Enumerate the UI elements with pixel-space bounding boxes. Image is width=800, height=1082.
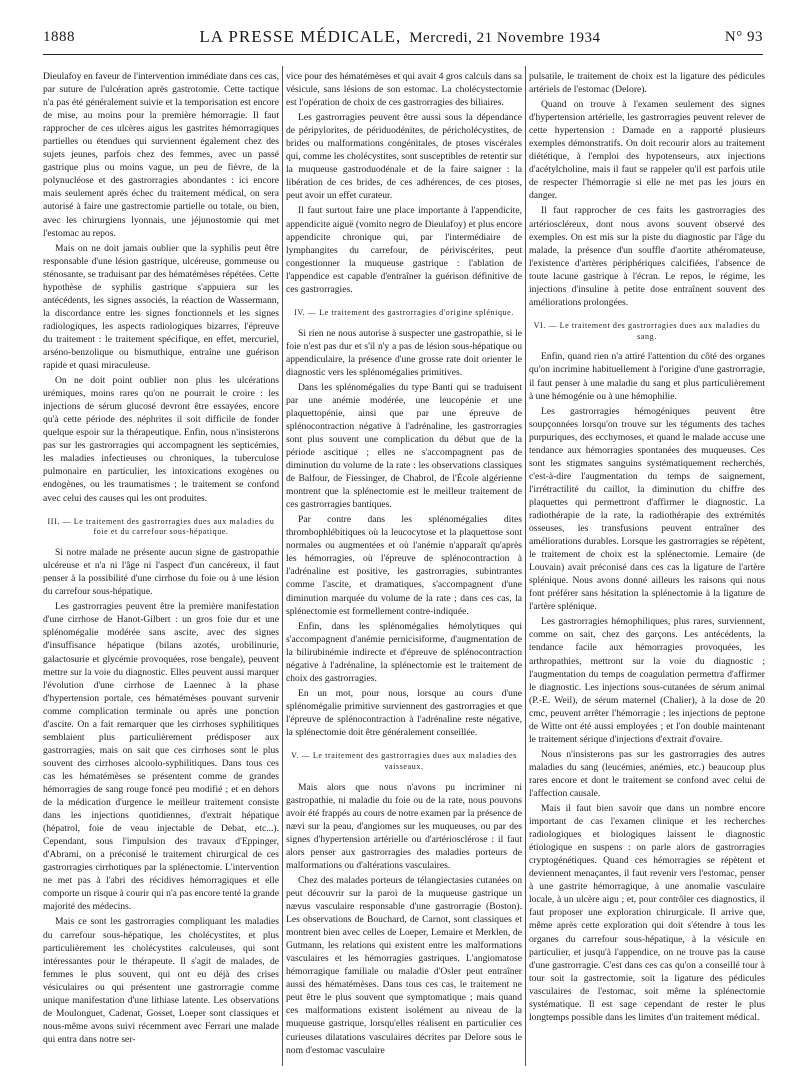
issue-number: N° 93 [724, 28, 763, 45]
paragraph: Mais alors que nous n'avons pu incriminer ni gastropathie, ni maladie du foie ou de la rate, nous pouvons avoir été frappés au cours de notre examen par la présence de nævi sur la peau, d'angiomes sur les muqueuses, ou par des signes d'hypertension artérielle ou d'artériosclérose : il faut alors penser aux gastrorragies des maladies porteurs de malformations ou d'altérations vasculaires. [286, 781, 522, 871]
column-2 [286, 70, 522, 1070]
paragraph: Mais il faut bien savoir que dans un nombre encore important de cas l'examen clinique et les recherches radiologiques et biologiques laissent le diagnostic étiologique en suspens : on parle alors de gastrorragies cryptogénétiques. Quand ces hémorragies se répètent et deviennent menaçantes, il faut revenir vers l'estomac, penser à une gastrite hémorragique, à une anomalie vasculaire locale, à un ulcère aigu ; et, pour contrôler ces diagnostics, il faut proposer une exploration chirurgicale. Il arrive que, même après cette exploration qui doit s'étendre à tous les organes du carrefour sous-hépatique, à la vésicule en particulier, et jusqu'à l'appendice, on ne trouve pas la cause d'une gastrorragie. C'est dans ces cas qu'on a conseillé tour à tour soit la gastrectomie, soit la ligature des pédicules vasculaires de l'estomac, soit même la splénectomie systématique. Il est sage cependant de rester le plus longtemps possible dans les limites d'un traitement médical. [529, 803, 765, 1023]
issue-date: Mercredi, 21 Novembre 1934 [409, 30, 601, 46]
column-divider [525, 66, 526, 1066]
section-heading: IV. — Le traitement des gastrorragies d'origine splénique. [294, 307, 514, 317]
paragraph: Il faut rapprocher de ces faits les gastrorragies des artérioscléreux, dont nous avons souvent observé des exemples. On est mis sur la piste du diagnostic par l'âge du malade, la présence d'un souffle d'aortite athéromateuse, l'existence d'artères périphériques calcifiées, l'absence de toute lacune gastrique à l'écran. Le repos, le régime, les injections d'insuline à petite dose entraînent souvent des améliorations prolongées. [529, 205, 765, 308]
column-divider [282, 66, 283, 1066]
paragraph: Mais on ne doit jamais oublier que la syphilis peut être responsable d'une lésion gastrique, ulcéreuse, gommeuse ou sténosante, se traduisant par des hématémèses répétées. Cette hypothèse de syphilis gastrique s'appuiera sur les antécédents, les signes associés, la réaction de Wassermann, la discordance entre les signes fonctionnels et les signes radiologiques, les aspects radiologiques bizarres, l'épreuve du traitement : le traitement spécifique, en effet, mercuriel, arséno-benzolique ou bismuthique, entraîne une guérison rapide et quasi miraculeuse. [43, 242, 279, 372]
paragraph: Les gastrorragies peuvent être aussi sous la dépendance de péripylorites, de périduodénites, de péricholécystites, de brides ou malformations congénitales, de ptoses viscérales qui, comme les cholécystites, sont susceptibles de retentir sur la muqueuse gastroduodénale et de la faire saigner : la libération de ces brides, de ces adhérences, de ces ptoses, peut avoir un effet curateur. [286, 112, 522, 202]
section-heading: III. — Le traitement des gastrorragies dues aux maladies du foie et du carrefour sous-hépatique. [47, 516, 275, 537]
paragraph: On ne doit point oublier non plus les ulcérations urémiques, moins rares qu'on ne pourrait le croire : les injections de sérum glucosé devront être essayées, encore qu'à cette période des néphrites il soit difficile de fonder quelque espoir sur la thérapeutique. Enfin, nous n'insisterons pas sur les gastrorragies qui accompagnent les septicémies, les maladies infectieuses ou chroniques, la tuberculose pulmonaire en particulier, les intoxications exogènes ou endogènes, ou les traumatismes ; le traitement se confond avec celui des causes qui les ont produites. [43, 375, 279, 504]
paragraph: Les gastrorragies peuvent être la première manifestation d'une cirrhose de Hanot-Gilbert : un gros foie dur et une splénomégalie modérée sans ascite, avec des signes d'insuffisance hépatique (bilans azotés, urobilinurie, galactosurie et glycémie provoquées, rose bengale), peuvent mettre sur la voie du diagnostic. Elles peuvent aussi marquer l'évolution d'une cirrhose de Laennec à la phase d'hypertension portale, ces hématémèses pouvant survenir comme complication terminale ou après une ponction d'ascite. On a fait remarquer que les cirrhoses syphilitiques semblaient plus particulièrement prédisposer aux gastrorragies, mais on sait que ces cirrhoses sont le plus souvent des cirrhoses alcoolo-syphilitiques. Dans tous ces cas les hématémèses se présentent comme de grandes hémorragies de sang rouge foncé peu modifié ; et en dehors de la médication d'urgence le meilleur traitement consiste dans les injections quotidiennes, d'extrait hépatique (hépatrol, foie de veau injectable de Debat, etc...). Cependant, sous l'impulsion des travaux d'Eppinger, d'Abrami, on a préconisé le traitement chirurgical de ces gastrorragies cirrhotiques par la splénectomie. L'intervention ne met pas à l'abri des récidives hémorragiques et elle comporte un risque à courir qui n'a pas encore tenté la grande majorité des médecins. [43, 601, 279, 913]
paragraph: vice pour des hématémèses et qui avait 4 gros calculs dans sa vésicule, sans lésions de son estomac. La cholécystectomie est l'opération de choix de ces gastrorragies des biliaires. [286, 71, 522, 109]
journal-title: LA PRESSE MÉDICALE, [199, 27, 402, 46]
paragraph: Par contre dans les splénomégalies dites thrombophlébitiques où la leucocytose et la plaquettose sont normales ou augmentées et où l'anémie n'apparaît qu'après les hémorragies, où l'épreuve de splénocontraction à l'adrénaline est positive, les gastrorragies, subintrantes comme l'ascite, et dramatiques, s'accompagnent d'une diminution marquée du volume de la rate ; dans ces cas, la splénectomie est formellement contre-indiquée. [286, 514, 522, 617]
paragraph: Enfin, quand rien n'a attiré l'attention du côté des organes qu'on incrimine habituellement à l'origine d'une gastrorragie, il faut penser à une maladie du sang et plus particulièrement à une hémogénie ou à une hémophilie. [529, 351, 765, 402]
page-header [43, 20, 763, 55]
paragraph: Enfin, dans les splénomégalies hémolytiques qui s'accompagnent d'anémie pernicisiforme, d'augmentation de la bilirubinémie indirecte et d'épreuve de splénocontraction négative à l'adrénaline, la splénectomie est le traitement de choix des gastrorragies. [286, 620, 522, 684]
paragraph: Il faut surtout faire une place importante à l'appendicite, appendicite aiguë (vomito negro de Dieulafoy) et plus encore appendicite chronique qui, par l'intermédiaire de lymphangites du carrefour, de périviscérites, peut congestionner la muqueuse gastrique : l'ablation de l'appendice est capable d'entraîner la guérison définitive de ces gastrorragies. [286, 205, 522, 295]
paragraph: Quand on trouve à l'examen seulement des signes d'hypertension artérielle, les gastrorragies peuvent relever de cette hypertension : Damade en a rapporté plusieurs exemples démonstratifs. On doit recourir alors au traitement diététique, à l'emploi des hypotenseurs, aux injections d'acétylcholine, mais il faut se rappeler qu'il est parfois utile de respecter l'hémorragie si elle ne met pas les jours en danger. [529, 99, 765, 202]
paragraph: pulsatile, le traitement de choix est la ligature des pédicules artériels de l'estomac (Delore). [529, 71, 765, 96]
paragraph: Les gastrorragies hémophiliques, plus rares, surviennent, comme on sait, chez des garçons. Les antécédents, la tendance facile aux hémorragies provoquées, les arthropathies, mettront sur la voie du diagnostic ; l'augmentation du temps de coagulation permettra d'affirmer le diagnostic. Les injections sous-cutanées de sérum animal (P.-E. Weil), de sérum maternel (Chalier), à la dose de 20 cmc, peuvent arrêter l'hémorragie ; les injections de peptone de Witte ont été aussi employées ; et l'on double maintenant le traitement sérique d'injections d'extrait d'ovaire. [529, 616, 765, 745]
column-1 [43, 70, 279, 1070]
paragraph: Chez des malades porteurs de télangiectasies cutanées on peut découvrir sur la paroi de la muqueuse gastrique un nævus vasculaire responsable d'une gastrorragie (Boston). Les observations de Bouchard, de Carnot, sont classiques et montrent bien avec celles de Loeper, Lemaire et Merklen, de Gutmann, les relations qui existent entre les malformations vasculaires et les hémorragies gastriques. L'angiomatose hémorragique familiale ou maladie d'Osler peut entraîner aussi des hématémèses. Dans tous ces cas, le traitement ne peut être le plus souvent que symptomatique ; mais quand ces malformations existent isolément au niveau de la muqueuse gastrique, lorsqu'elles réalisent en particulier ces curieuses dilatations vasculaires décrites par Delore sous le nom d'estomac vasculaire [286, 874, 522, 1056]
paragraph: Les gastrorragies hémogéniques peuvent être soupçonnées lorsqu'on trouve sur les téguments des taches purpuriques, des ecchymoses, et quand le malade accuse une tendance aux hémorragies spontanées des muqueuses. Ces sont les stigmates sanguins systématiquement recherchés, c'est-à-dire l'augmentation du temps de saignement, l'irrétractilité du caillot, la diminution du chiffre des plaquettes qui permettront d'affirmer le diagnostic. La radiothérapie de la rate, la radiothérapie des extrémités osseuses, les transfusions peuvent entraîner des améliorations durables. Lorsque les gastrorragies se répètent, le traitement de choix est la splénectomie. Lemaire (de Louvain) avait préconisé dans ces cas la ligature de l'artère splénique. Nous avons donné ailleurs les raisons qui nous font préférer sans hésitation la splénectomie à la ligature de l'artère splénique. [529, 405, 765, 613]
paragraph: Si notre malade ne présente aucun signe de gastropathie ulcéreuse et n'a ni l'âge ni l'aspect d'un cancéreux, il faut penser à la possibilité d'une cirrhose du foie ou à une lésion du carrefour sous-hépatique. [43, 547, 279, 598]
paragraph: En un mot, pour nous, lorsque au cours d'une splénomégalie primitive surviennent des gastrorragies et que l'épreuve de splénocontraction à l'adrénaline reste négative, la splénectomie doit être généralement conseillée. [286, 687, 522, 738]
paragraph: Mais ce sont les gastrorragies compliquant les maladies du carrefour sous-hépatique, les cholécystites, et plus particulièrement les cholécystites calculeuses, qui sont intéressantes pour le thérapeute. Il s'agit de malades, de femmes le plus souvent, qui ont eu déjà des crises vésiculaires ou qui présentent une gastrorragie comme unique manifestation d'une lithiase latente. Les observations de Moulonguet, Cadenat, Gosset, Loeper sont classiques et nous-même avons suivi récemment avec Ferrari une malade qui entra dans notre ser- [43, 916, 279, 1045]
paragraph: Si rien ne nous autorise à suspecter une gastropathie, si le foie n'est pas dur et s'il n'y a pas de lésion sous-hépatique ou appendiculaire, la présence d'une grosse rate doit orienter le diagnostic vers les splénomégalies primitives. [286, 327, 522, 378]
paragraph: Dans les splénomégalies du type Banti qui se traduisent par une anémie modérée, une leucopénie et une plaquettopénie, ainsi que par une épreuve de splénocontraction négative à l'adrénaline, les gastrorragies sont plus souvent une complication du début que de la période ascitique ; elles ne s'accompagnent pas de diminution du volume de la rate : les observations classiques de Balfour, de Fiessinger, de Chabrol, de l'École algérienne montrent que la splénectomie est le meilleur traitement de ces gastrorragies bantiques. [286, 381, 522, 511]
masthead [199, 27, 600, 47]
paragraph: Dieulafoy en faveur de l'intervention immédiate dans ces cas, par suture de l'ulcération après gastrotomie. Cette tactique n'a pas été généralement suivie et la temporisation est encore de mise, au moins pour la première hémorragie. Il faut rapprocher de ces ulcères aigus les gastrites hémorragiques partielles ou étendues qui surviennent également chez des sujets jeunes, parfois chez des femmes, avec un passé gastrique plus ou moins vague, un peu de fièvre, de la polynucléose et des gastrorragies abondantes : ici encore mais seulement après échec du traitement médical, on sera autorisé à faire une gastrectomie partielle ou totale, ou bien, avec les chirurgiens lyonnais, une jéjunostomie qui met l'estomac au repos. [43, 71, 279, 239]
paragraph: Nous n'insisterons pas sur les gastrorragies des autres maladies du sang (leucémies, anémies, etc.) beaucoup plus rares encore et dont le traitement se confond avec celui de l'affection causale. [529, 748, 765, 799]
page-number: 1888 [43, 28, 75, 45]
section-heading: V. — Le traitement des gastrorragies dues aux maladies des vaisseaux. [291, 751, 517, 771]
column-3 [529, 70, 765, 1070]
section-heading: VI. — Le traitement des gastrorragies dues aux maladies du sang. [533, 320, 761, 341]
